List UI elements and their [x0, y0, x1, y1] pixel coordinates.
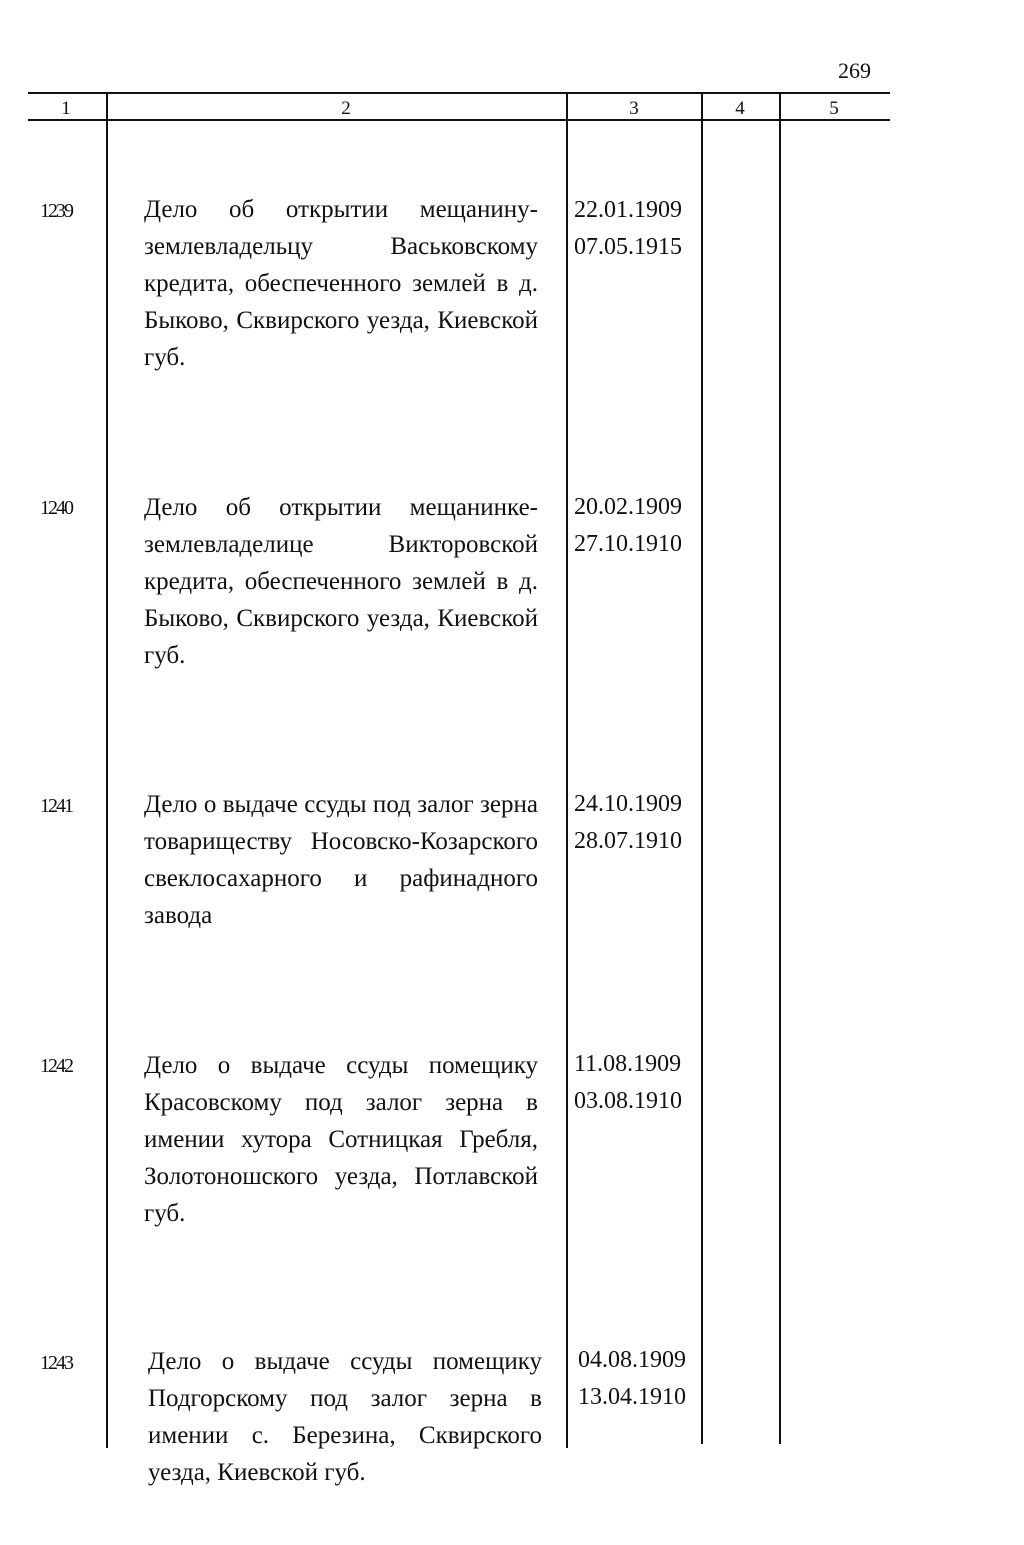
date-end: 03.08.1910	[574, 1088, 682, 1114]
entry-description: Дело о выдаче ссуды помещику Красовскому под залог зерна в имении хутора Сотницкая Гребля, Золотоношского уезда, Потлавской губ.	[144, 1052, 538, 1227]
date-start: 22.01.1909	[574, 197, 682, 223]
date-end: 27.10.1910	[574, 531, 682, 557]
entry-number: 1243	[40, 1352, 72, 1374]
table-header-bottom-rule	[28, 119, 890, 121]
column-divider-1	[106, 92, 108, 1448]
column-header-1: 1	[61, 98, 71, 119]
entry-dates	[574, 489, 696, 563]
page-number: 269	[838, 58, 871, 83]
entry-dates	[578, 1342, 700, 1416]
entry-dates	[574, 192, 696, 266]
entry-description: Дело об открытии мещанину-землевладельцу Васьковскому кредита, обеспеченного землей в д. Быково, Сквирского уезда, Киевской губ.	[144, 196, 538, 371]
date-end: 07.05.1915	[574, 234, 682, 260]
column-divider-2	[566, 92, 568, 1448]
entry-number: 1240	[40, 497, 72, 519]
entry-dates	[574, 1046, 696, 1120]
entry-description: Дело о выдаче ссуды под залог зерна товариществу Носовско-Козарского свеклосахарного и рафинадного завода	[144, 791, 538, 929]
entry-number: 1239	[40, 200, 72, 222]
column-header-4: 4	[735, 98, 745, 119]
column-divider-4	[779, 92, 781, 1444]
date-start: 24.10.1909	[574, 791, 682, 817]
column-divider-3	[701, 92, 703, 1444]
column-header-2: 2	[341, 98, 351, 119]
date-end: 28.07.1910	[574, 828, 682, 854]
table-header-top-rule	[28, 92, 890, 94]
entry-description: Дело о выдаче ссуды помещику Подгорскому под залог зерна в имении с. Березина, Сквирского уезда, Киевской губ.	[148, 1348, 542, 1486]
entry-number: 1242	[40, 1055, 72, 1077]
entry-description: Дело об открытии мещанинке-землевладелице Викторовской кредита, обеспеченного землей в д. Быково, Сквирского уезда, Киевской губ.	[144, 494, 538, 669]
date-start: 11.08.1909	[574, 1051, 682, 1077]
entry-dates	[574, 786, 696, 860]
column-header-5: 5	[829, 98, 839, 119]
date-end: 13.04.1910	[578, 1384, 686, 1410]
date-start: 04.08.1909	[578, 1347, 686, 1373]
column-header-3: 3	[629, 98, 639, 119]
date-start: 20.02.1909	[574, 494, 682, 520]
entry-number: 1241	[40, 795, 72, 817]
